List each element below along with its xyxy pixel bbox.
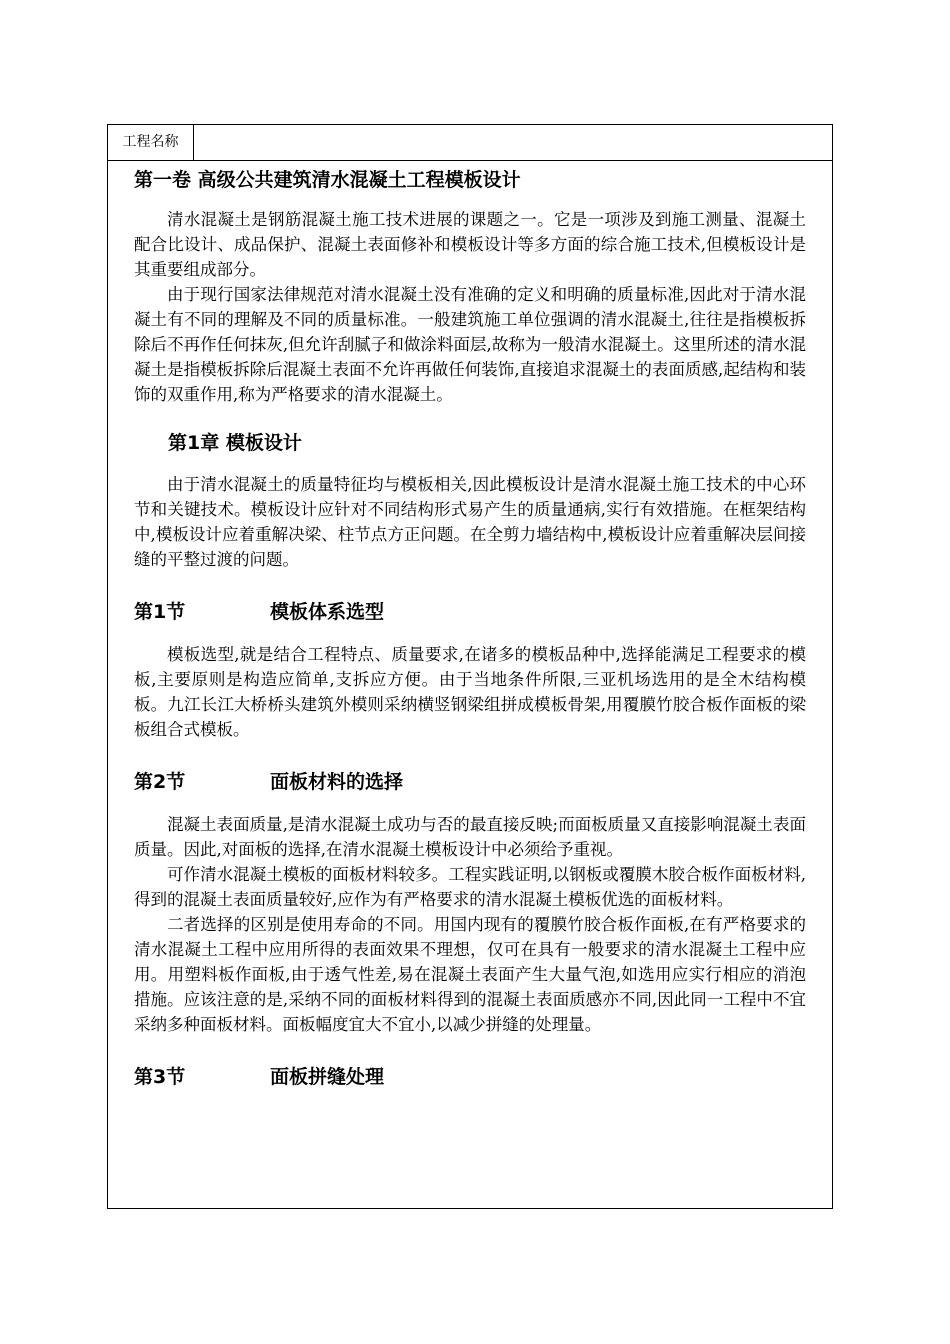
section-paragraph: 可作清水混凝土模板的面板材料较多。工程实践证明,以钢板或覆膜木胶合板作面板材料,得到的混凝土表面质量较好,应作为有严格要求的清水混凝土模板优选的面板材料。 <box>134 865 806 909</box>
chapter-body <box>134 472 806 572</box>
section-paragraph: 模板选型,就是结合工程特点、质量要求,在诸多的模板品种中,选择能满足工程要求的模板,主要原则是构造应简单,支拆应方便。由于当地条件所限,三亚机场选用的是全木结构模板。九江长江大桥桥头建筑外模则采纳横竖钢梁组拼成模板骨架,用覆膜竹胶合板作面板的梁板组合式模板。 <box>134 645 806 739</box>
section-body <box>134 642 806 742</box>
intro-block <box>134 207 806 407</box>
intro-paragraph: 清水混凝土是钢筋混凝土施工技术进展的课题之一。它是一项涉及到施工测量、混凝土配合比设计、成品保护、混凝土表面修补和模板设计等多方面的综合施工技术,但模板设计是其重要组成部分。 <box>134 210 806 279</box>
section-heading <box>134 597 806 624</box>
document-body <box>134 161 806 1089</box>
section-paragraph: 二者选择的区别是使用寿命的不同。用国内现有的覆膜竹胶合板作面板,在有严格要求的清水混凝土工程中应用所得的表面效果不理想，仅可在具有一般要求的清水混凝土工程中应用。用塑料板作面板,由于透气性差,易在混凝土表面产生大量气泡,如选用应实行相应的消泡措施。应该注意的是,采纳不同的面板材料得到的混凝土表面质感亦不同,因此同一工程中不宜采纳多种面板材料。面板幅度宜大不宜小,以减少拼缝的处理量。 <box>134 915 806 1034</box>
section-number: 第3节 <box>134 1066 186 1088</box>
project-name-row <box>108 125 832 161</box>
section-number: 第2节 <box>134 771 186 793</box>
section-heading <box>134 1062 806 1089</box>
chapter-title: 第1章 模板设计 <box>168 432 302 454</box>
section-title: 面板材料的选择 <box>270 771 404 793</box>
section-number: 第1节 <box>134 601 186 623</box>
project-name-label: 工程名称 <box>108 125 194 160</box>
project-name-value <box>194 125 832 160</box>
section-body <box>134 812 806 1037</box>
document-frame <box>107 124 833 1209</box>
volume-title: 第一卷 高级公共建筑清水混凝土工程模板设计 <box>134 169 521 191</box>
chapter-paragraph: 由于清水混凝土的质量特征均与模板相关,因此模板设计是清水混凝土施工技术的中心环节和关键技术。模板设计应针对不同结构形式易产生的质量通病,实行有效措施。在框架结构中,模板设计应着重解决梁、柱节点方正问题。在全剪力墙结构中,模板设计应着重解决层间接缝的平整过渡的问题。 <box>134 475 806 569</box>
section-paragraph: 混凝土表面质量,是清水混凝土成功与否的最直接反映;而面板质量又直接影响混凝土表面质量。因此,对面板的选择,在清水混凝土模板设计中必须给予重视。 <box>134 815 806 859</box>
intro-paragraph: 由于现行国家法律规范对清水混凝土没有准确的定义和明确的质量标准,因此对于清水混凝土有不同的理解及不同的质量标准。一般建筑施工单位强调的清水混凝土,往往是指模板拆除后不再作任何抹灰,但允许刮腻子和做涂料面层,故称为一般清水混凝土。这里所述的清水混凝土是指模板拆除后混凝土表面不允许再做任何装饰,直接追求混凝土的表面质感,起结构和装饰的双重作用,称为严格要求的清水混凝土。 <box>134 285 806 404</box>
section-title: 面板拼缝处理 <box>270 1066 385 1088</box>
section-title: 模板体系选型 <box>270 601 385 623</box>
section-heading <box>134 767 806 794</box>
